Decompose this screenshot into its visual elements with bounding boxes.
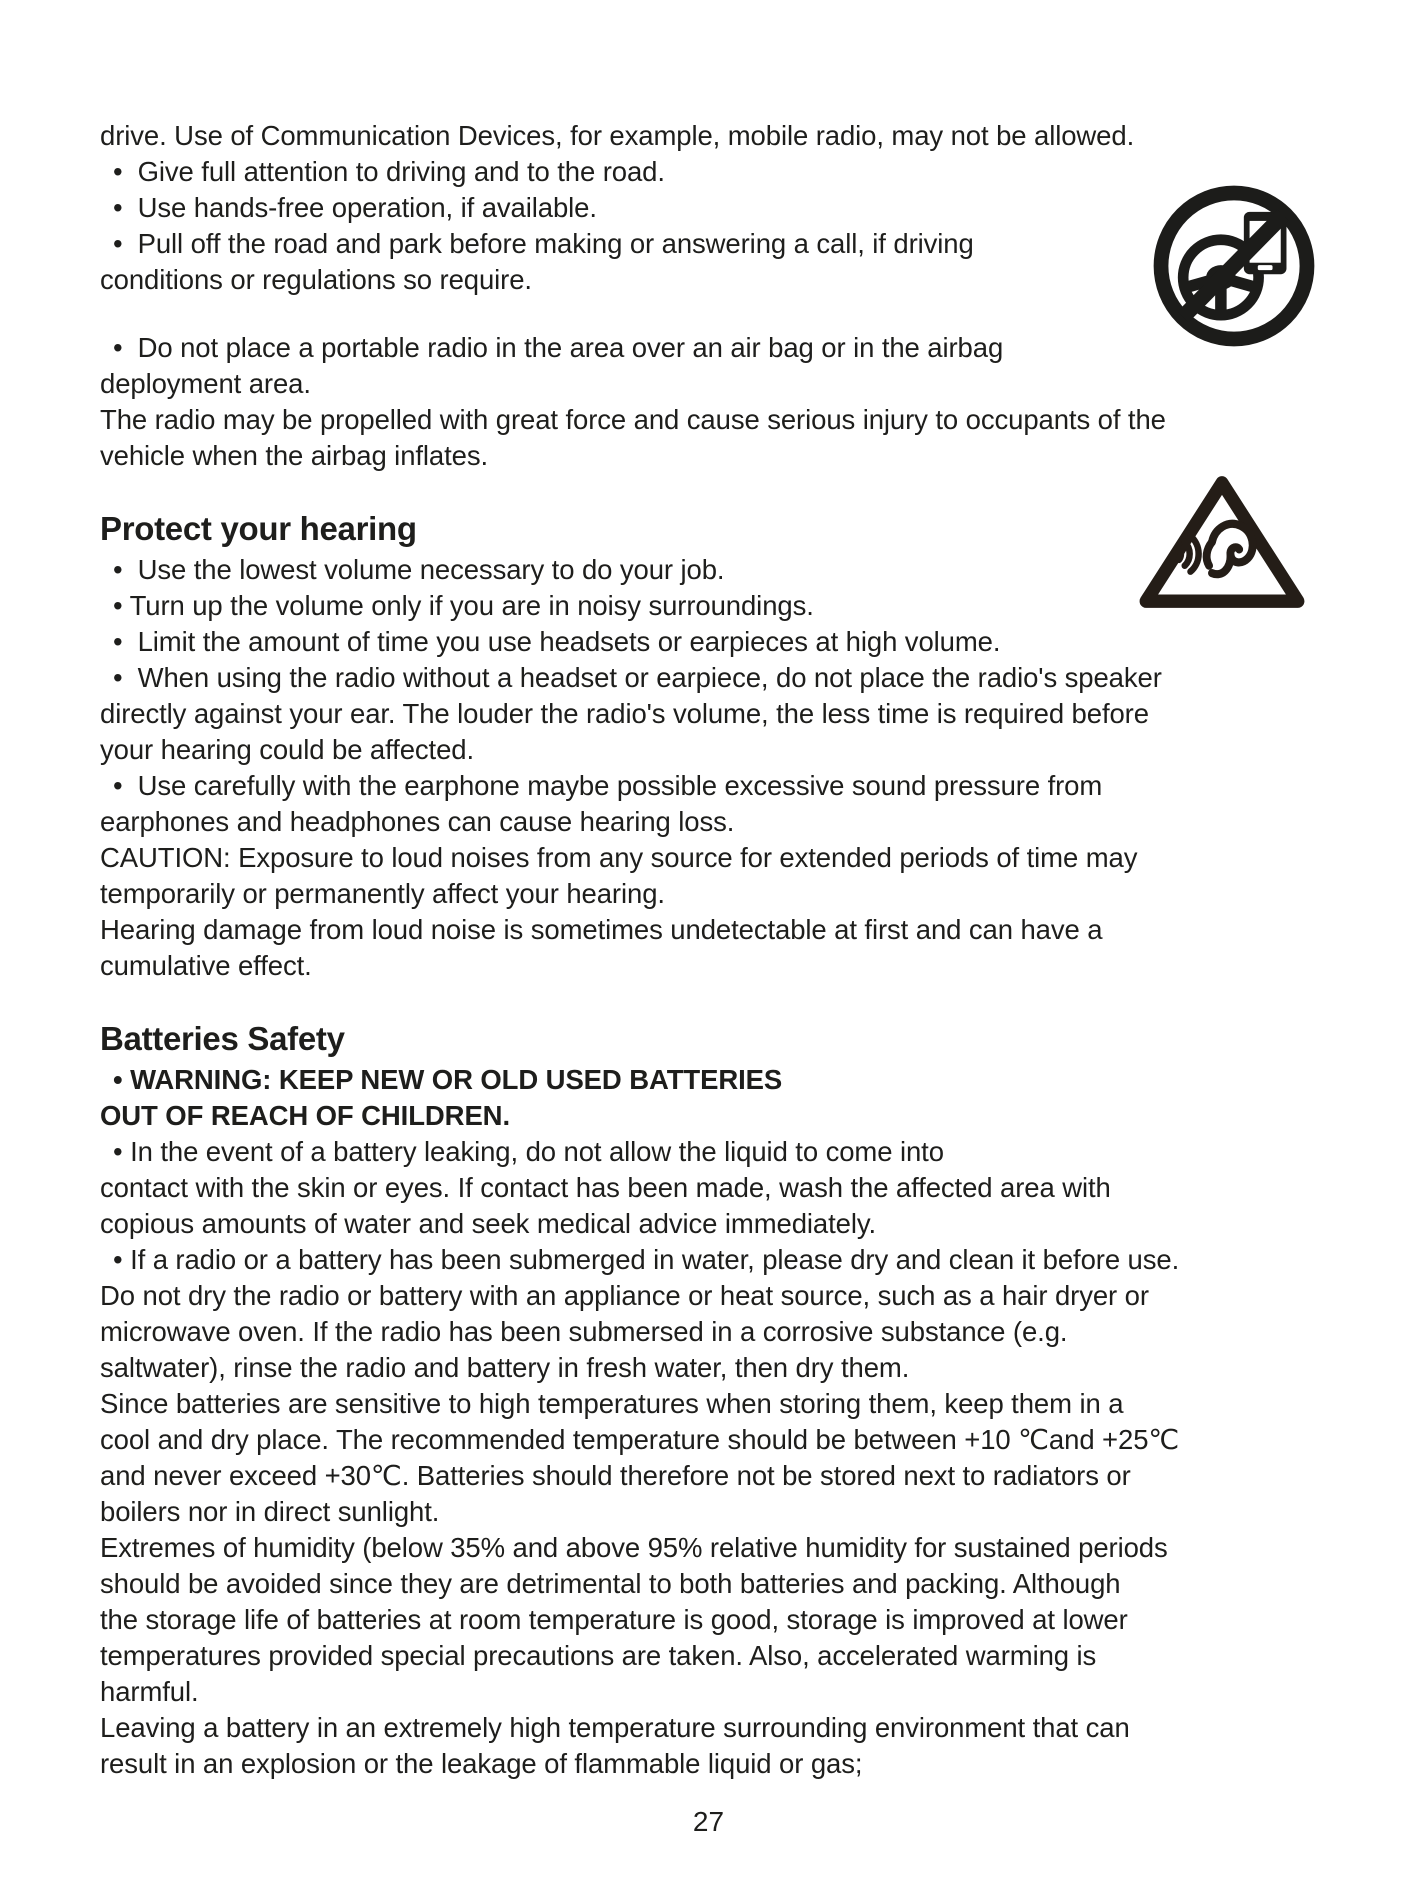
text-line: boilers nor in direct sunlight. [100, 1496, 440, 1527]
text-line: drive. Use of Communication Devices, for example, mobile radio, may not be allowed. [100, 120, 1135, 151]
text-line: temperatures provided special precautions are taken. Also, accelerated warming is [100, 1640, 1097, 1671]
text-line: directly against your ear. The louder the radio's volume, the less time is required before [100, 698, 1149, 729]
text-line: Hearing damage from loud noise is sometimes undetectable at first and can have a [100, 914, 1103, 945]
text-line: earphones and headphones can cause hearing loss. [100, 806, 735, 837]
text-line: cumulative effect. [100, 950, 312, 981]
document-body [100, 118, 1360, 1782]
text-line: CAUTION: Exposure to loud noises from any source for extended periods of time may [100, 842, 1138, 873]
text-line: • Use carefully with the earphone maybe possible excessive sound pressure from [113, 770, 1103, 801]
hearing-protection-warning-graphic [1136, 468, 1308, 616]
text-line: • Turn up the volume only if you are in noisy surroundings. [113, 590, 814, 621]
page-number: 27 [692, 1806, 725, 1837]
text-line: Extremes of humidity (below 35% and above 95% relative humidity for sustained periods [100, 1532, 1168, 1563]
text-line: and never exceed +30℃. Batteries should therefore not be stored next to radiators or [100, 1460, 1131, 1491]
text-line: • Give full attention to driving and to the road. [113, 156, 665, 187]
text-line: • Limit the amount of time you use headsets or earpieces at high volume. [113, 626, 1001, 657]
text-line: Since batteries are sensitive to high temperatures when storing them, keep them in a [100, 1388, 1124, 1419]
text-line: • If a radio or a battery has been submerged in water, please dry and clean it before use. [113, 1244, 1180, 1275]
text-line: copious amounts of water and seek medical advice immediately. [100, 1208, 876, 1239]
text-line: • Do not place a portable radio in the area over an air bag or in the airbag [113, 332, 1004, 363]
text-line [100, 984, 1360, 1016]
text-line: should be avoided since they are detrimental to both batteries and packing. Although [100, 1568, 1121, 1599]
text-line: Do not dry the radio or battery with an appliance or heat source, such as a hair dryer or [100, 1280, 1149, 1311]
text-line: conditions or regulations so require. [100, 264, 532, 295]
text-line: cool and dry place. The recommended temperature should be between +10 ℃and +25℃ [100, 1424, 1180, 1455]
text-line: the storage life of batteries at room temperature is good, storage is improved at lower [100, 1604, 1128, 1635]
text-line: result in an explosion or the leakage of flammable liquid or gas; [100, 1748, 863, 1779]
section-heading: Batteries Safety [100, 1020, 345, 1057]
text-line: • WARNING: KEEP NEW OR OLD USED BATTERIES [113, 1064, 783, 1095]
text-line: deployment area. [100, 368, 311, 399]
text-line: microwave oven. If the radio has been submersed in a corrosive substance (e.g. [100, 1316, 1068, 1347]
hearing-protection-warning-icon [1136, 468, 1308, 616]
text-line: your hearing could be affected. [100, 734, 475, 765]
text-line: • When using the radio without a headset or earpiece, do not place the radio's speaker [113, 662, 1162, 693]
text-line: contact with the skin or eyes. If contact has been made, wash the affected area with [100, 1172, 1111, 1203]
text-line: harmful. [100, 1676, 199, 1707]
no-cellphone-while-driving-icon [1152, 184, 1316, 348]
text-line: • Use hands-free operation, if available. [113, 192, 597, 223]
text-line: vehicle when the airbag inflates. [100, 440, 489, 471]
text-line: saltwater), rinse the radio and battery in fresh water, then dry them. [100, 1352, 910, 1383]
text-line: • Use the lowest volume necessary to do your job. [113, 554, 725, 585]
text-line: OUT OF REACH OF CHILDREN. [100, 1100, 510, 1131]
text-line: The radio may be propelled with great force and cause serious injury to occupants of the [100, 404, 1166, 435]
text-line: • In the event of a battery leaking, do not allow the liquid to come into [113, 1136, 944, 1167]
text-line: temporarily or permanently affect your hearing. [100, 878, 665, 909]
section-heading: Protect your hearing [100, 510, 417, 547]
text-line: Leaving a battery in an extremely high temperature surrounding environment that can [100, 1712, 1130, 1743]
text-line: • Pull off the road and park before making or answering a call, if driving [113, 228, 974, 259]
no-cellphone-while-driving-graphic [1152, 184, 1316, 348]
